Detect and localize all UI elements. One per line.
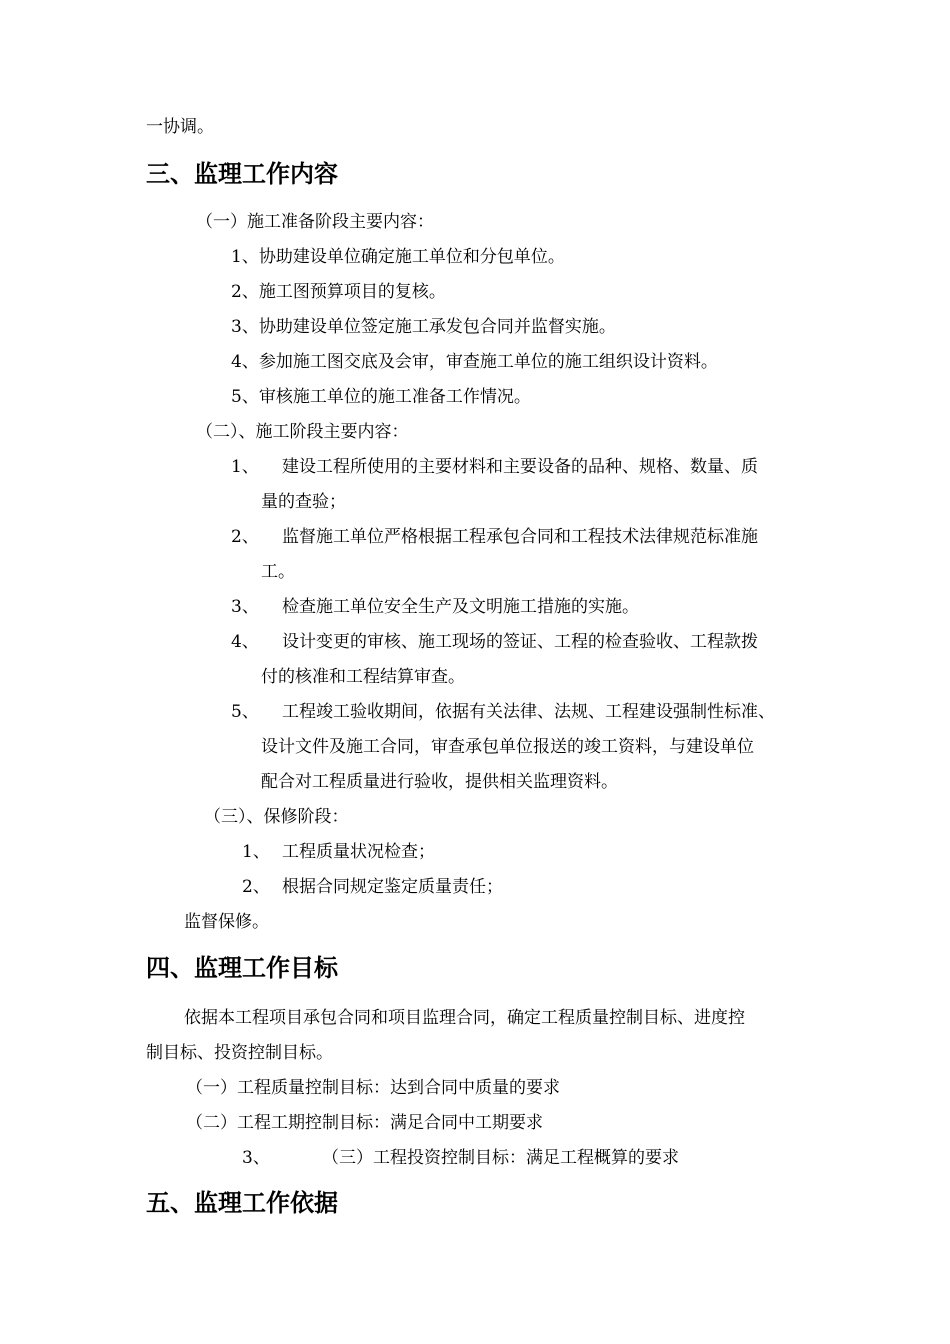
construction-item-number: 4、 (231, 632, 259, 652)
section-3-heading: 三、监理工作内容 (146, 159, 338, 188)
construction-item-number: 2、 (231, 527, 259, 547)
construction-item-text: 建设工程所使用的主要材料和主要设备的品种、规格、数量、质 (282, 457, 758, 477)
warranty-item-text: 根据合同规定鉴定质量责任； (282, 877, 503, 897)
construction-item-number: 3、 (231, 597, 259, 617)
warranty-item-number: 1、 (242, 842, 270, 862)
warranty-tail-text: 监督保修。 (184, 912, 269, 932)
construction-item-text: 工程竣工验收期间，依据有关法律、法规、工程建设强制性标准、 (282, 702, 775, 722)
intro-tail-text: 一协调。 (146, 117, 214, 137)
prep-item: 1、协助建设单位确定施工单位和分包单位。 (231, 247, 565, 267)
construction-item-text: 配合对工程质量进行验收，提供相关监理资料。 (261, 772, 618, 792)
section-4-paragraph-line: 依据本工程项目承包合同和项目监理合同，确定工程质量控制目标、进度控 (184, 1008, 745, 1028)
construction-item-text: 设计文件及施工合同，审查承包单位报送的竣工资料，与建设单位 (261, 737, 754, 757)
construction-item-number: 1、 (231, 457, 259, 477)
construction-item-text: 监督施工单位严格根据工程承包合同和工程技术法律规范标准施 (282, 527, 758, 547)
warranty-item-number: 2、 (242, 877, 270, 897)
construction-item-text: 付的核准和工程结算审查。 (261, 667, 465, 687)
prep-item: 2、施工图预算项目的复核。 (231, 282, 446, 302)
construction-item-text: 量的查验； (261, 492, 346, 512)
construction-item-number: 5、 (231, 702, 259, 722)
construction-stage-title: （二）、施工阶段主要内容： (196, 422, 409, 442)
warranty-item-text: 工程质量状况检查； (282, 842, 435, 862)
construction-item-text: 设计变更的审核、施工现场的签证、工程的检查验收、工程款拨 (282, 632, 758, 652)
warranty-stage-title: （三）、保修阶段： (204, 807, 349, 827)
goal-item: （二）工程工期控制目标：满足合同中工期要求 (186, 1113, 543, 1133)
goal-item-number: 3、 (242, 1148, 270, 1168)
prep-item: 3、协助建设单位签定施工承发包合同并监督实施。 (231, 317, 616, 337)
prep-item: 5、审核施工单位的施工准备工作情况。 (231, 387, 531, 407)
construction-item-text: 工。 (261, 562, 295, 582)
section-4-paragraph-line: 制目标、投资控制目标。 (146, 1043, 333, 1063)
prep-stage-title: （一）施工准备阶段主要内容： (196, 212, 434, 232)
goal-item: （一）工程质量控制目标：达到合同中质量的要求 (186, 1078, 560, 1098)
section-4-heading: 四、监理工作目标 (146, 953, 338, 982)
prep-item: 4、参加施工图交底及会审，审查施工单位的施工组织设计资料。 (231, 352, 718, 372)
construction-item-text: 检查施工单位安全生产及文明施工措施的实施。 (282, 597, 639, 617)
goal-item: （三）工程投资控制目标：满足工程概算的要求 (322, 1148, 679, 1168)
section-5-heading: 五、监理工作依据 (146, 1188, 338, 1217)
